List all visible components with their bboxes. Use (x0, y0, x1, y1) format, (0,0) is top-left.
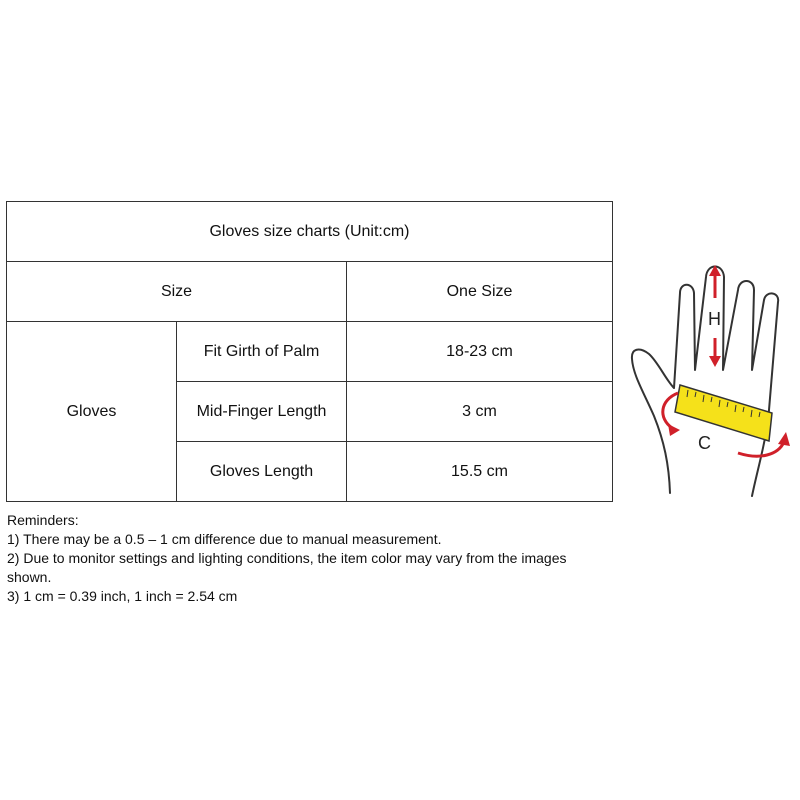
reminders-heading: Reminders: (7, 512, 79, 528)
height-label: H (708, 309, 721, 329)
row-label: Mid-Finger Length (177, 382, 347, 442)
table-title-row (7, 202, 613, 262)
table-title: Gloves size charts (Unit:cm) (7, 202, 613, 262)
circumference-label: C (698, 433, 711, 453)
row-value: 3 cm (347, 382, 613, 442)
gloves-size-table (6, 201, 613, 502)
row-value: 15.5 cm (347, 442, 613, 502)
reminder-item: 2) Due to monitor settings and lighting conditions, the item color may vary from the images shown. (7, 550, 567, 585)
measuring-tape (675, 385, 772, 441)
table-row (7, 322, 613, 382)
reminders-block (7, 511, 607, 606)
category-cell: Gloves (7, 322, 177, 502)
hand-outline (632, 267, 778, 497)
reminder-item: 3) 1 cm = 0.39 inch, 1 inch = 2.54 cm (7, 588, 238, 604)
table-size-row (7, 262, 613, 322)
row-value: 18-23 cm (347, 322, 613, 382)
size-header: Size (7, 262, 347, 322)
reminder-item: 1) There may be a 0.5 – 1 cm difference due to manual measurement. (7, 531, 442, 547)
hand-measurement-illustration (620, 250, 800, 510)
size-value: One Size (347, 262, 613, 322)
row-label: Fit Girth of Palm (177, 322, 347, 382)
row-label: Gloves Length (177, 442, 347, 502)
